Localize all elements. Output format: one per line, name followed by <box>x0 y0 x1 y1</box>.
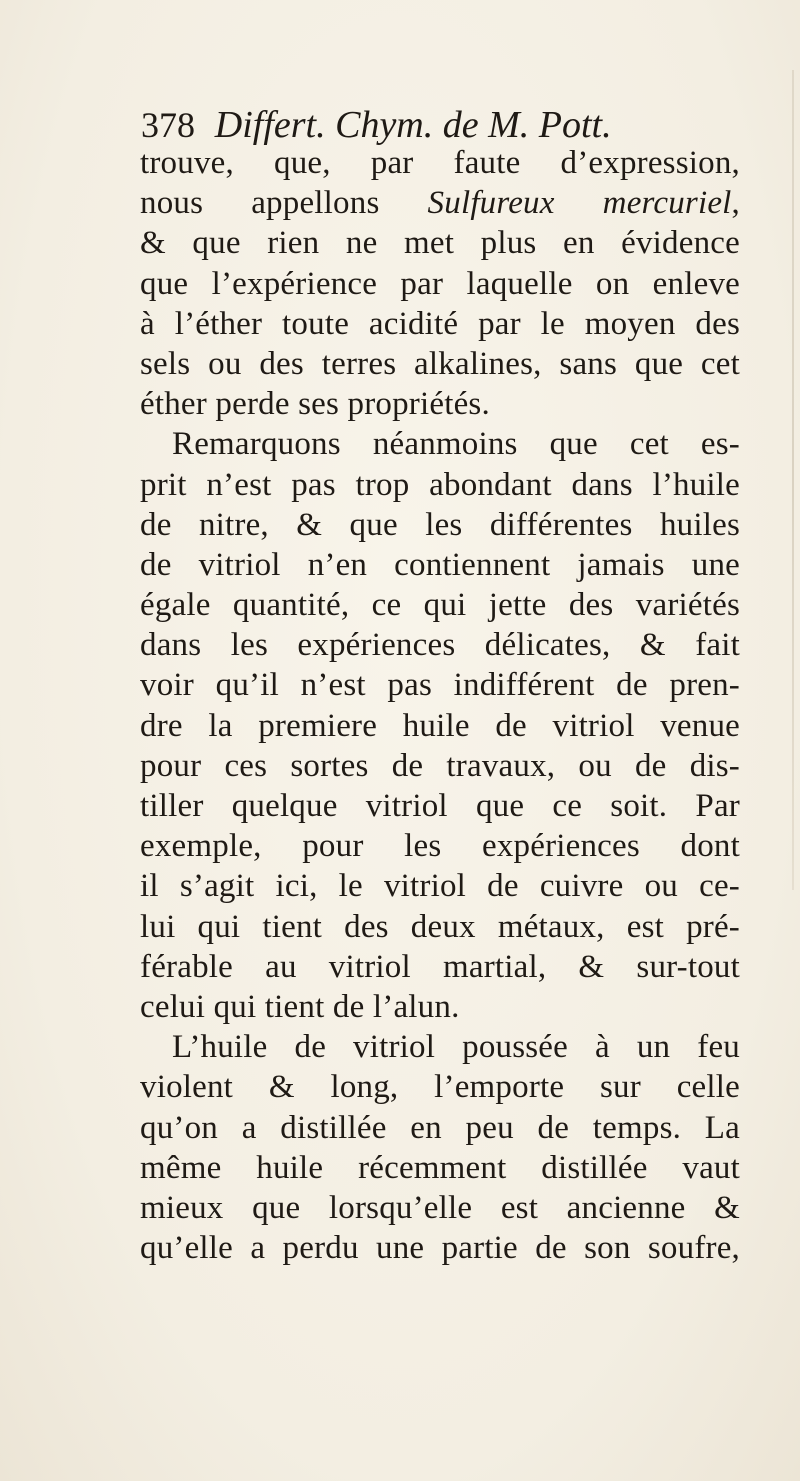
italic-term: Sulfureux mercuriel <box>427 185 732 222</box>
paragraph-start-line: Remarquons néanmoins que cet es- <box>172 426 740 463</box>
text-line: exemple, pour les expériences dont <box>140 828 740 865</box>
text-line: pour ces sortes de travaux, ou de dis- <box>140 747 740 784</box>
text-line: à l’éther toute acidité par le moyen des <box>140 305 740 342</box>
text-line: que l’expérience par laquelle on enleve <box>140 265 740 302</box>
page-number: 378 <box>141 105 195 145</box>
text-line: dans les expériences délicates, & fait <box>140 627 740 664</box>
text-line: même huile récemment distillée vaut <box>140 1149 740 1186</box>
page-edge-shadow <box>792 70 794 890</box>
paragraph-start-line: L’huile de vitriol poussée à un feu <box>172 1029 740 1066</box>
text-line: prit n’est pas trop abondant dans l’huile <box>140 466 740 503</box>
text-line: violent & long, l’emporte sur celle <box>140 1069 740 1106</box>
text-line: dre la premiere huile de vitriol venue <box>140 707 740 744</box>
text-line: tiller quelque vitriol que ce soit. Par <box>140 788 740 824</box>
text-line: nous appellons Sulfureux mercuriel, <box>140 185 740 222</box>
text-line: égale quantité, ce qui jette des variétés <box>140 587 740 624</box>
text-line: trouve, que, par faute d’expression, <box>140 145 740 181</box>
text-line: mieux que lorsqu’elle est ancienne & <box>140 1189 740 1226</box>
text-line: férable au vitriol martial, & sur-tout <box>140 948 740 985</box>
text-line: de nitre, & que les différentes huiles <box>140 506 740 543</box>
text-line: qu’on a distillée en peu de temps. La <box>140 1109 740 1146</box>
text-line: sels ou des terres alkalines, sans que cet <box>140 345 740 382</box>
text-line: qu’elle a perdu une partie de son soufre, <box>140 1230 740 1267</box>
text-line: éther perde ses propriétés. <box>140 386 490 423</box>
running-title: Differt. Chym. de M. Pott. <box>214 104 612 146</box>
text-line: celui qui tient de l’alun. <box>140 988 460 1025</box>
text-line: voir qu’il n’est pas indifférent de pren- <box>140 667 740 704</box>
text-line: lui qui tient des deux métaux, est pré- <box>140 908 740 945</box>
text-line: de vitriol n’en contiennent jamais une <box>140 546 740 583</box>
text-line: il s’agit ici, le vitriol de cuivre ou ce- <box>140 868 740 905</box>
text-line: & que rien ne met plus en évidence <box>140 225 740 262</box>
body-text <box>140 143 740 1268</box>
